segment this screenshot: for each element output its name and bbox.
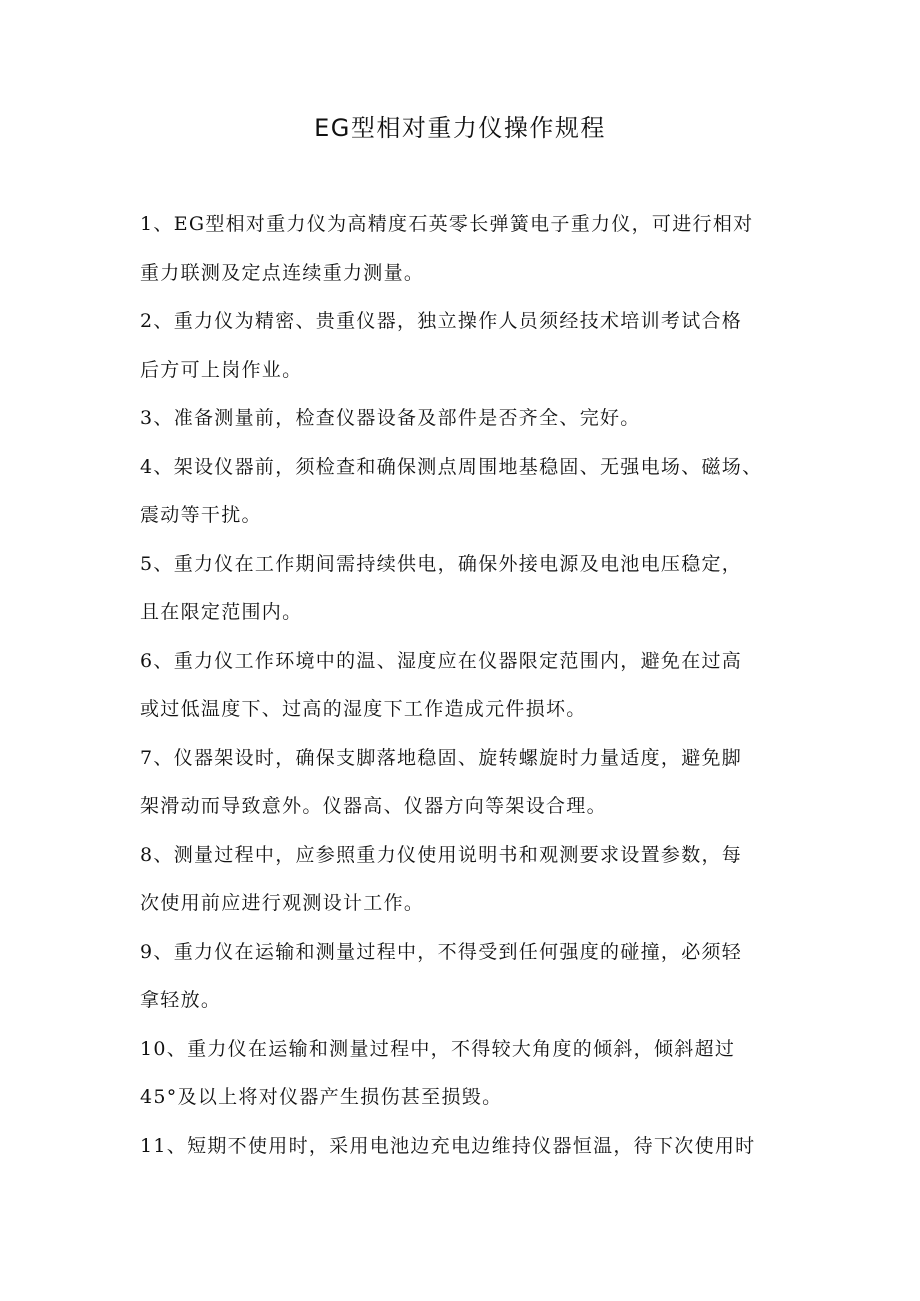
text-line: 重力联测及定点连续重力测量。 (140, 261, 425, 284)
text-line: 6、重力仪工作环境中的温、湿度应在仪器限定范围内，避免在过高 (140, 649, 743, 672)
list-item-7 (140, 734, 804, 831)
text-line: 次使用前应进行观测设计工作。 (140, 892, 425, 914)
text-line: 5、重力仪在工作期间需持续供电，确保外接电源及电池电压稳定， (140, 552, 743, 575)
text-line: 1、EG型相对重力仪为高精度石英零长弹簧电子重力仪，可进行相对 (140, 213, 754, 235)
list-item-11 (140, 1122, 804, 1171)
list-item-9 (140, 928, 804, 1025)
text-line: 45°及以上将对仪器产生损伤甚至损毁。 (140, 1086, 503, 1108)
text-line: 10、重力仪在运输和测量过程中，不得较大角度的倾斜，倾斜超过 (140, 1037, 736, 1060)
list-item-6 (140, 637, 804, 734)
list-item-10 (140, 1025, 804, 1122)
text-line: 或过低温度下、过高的湿度下工作造成元件损坏。 (140, 698, 587, 720)
page-title: EG型相对重力仪操作规程 (314, 114, 606, 142)
text-line: 2、重力仪为精密、贵重仪器，独立操作人员须经技术培训考试合格 (140, 310, 743, 332)
text-line: 9、重力仪在运输和测量过程中，不得受到任何强度的碰撞，必须轻 (140, 940, 743, 963)
text-line: 8、测量过程中，应参照重力仪使用说明书和观测要求设置参数，每 (140, 843, 743, 866)
list-item-3 (140, 394, 804, 443)
text-line: 且在限定范围内。 (140, 601, 303, 623)
list-item-4 (140, 443, 804, 540)
text-line: 11、短期不使用时，采用电池边充电边维持仪器恒温，待下次使用时 (140, 1134, 756, 1157)
text-line: 震动等干扰。 (140, 504, 262, 526)
list-item-1 (140, 200, 804, 297)
text-line: 3、准备测量前，检查仪器设备及部件是否齐全、完好。 (140, 407, 641, 429)
text-line: 后方可上岗作业。 (140, 358, 303, 381)
list-item-2 (140, 297, 804, 394)
text-line: 架滑动而导致意外。仪器高、仪器方向等架设合理。 (140, 795, 607, 817)
list-item-8 (140, 831, 804, 928)
text-line: 7、仪器架设时，确保支脚落地稳固、旋转螺旋时力量适度，避免脚 (140, 746, 743, 769)
document-body (140, 200, 804, 1170)
list-item-5 (140, 540, 804, 637)
text-line: 拿轻放。 (140, 989, 222, 1011)
text-line: 4、架设仪器前，须检查和确保测点周围地基稳固、无强电场、磁场、 (140, 455, 763, 478)
